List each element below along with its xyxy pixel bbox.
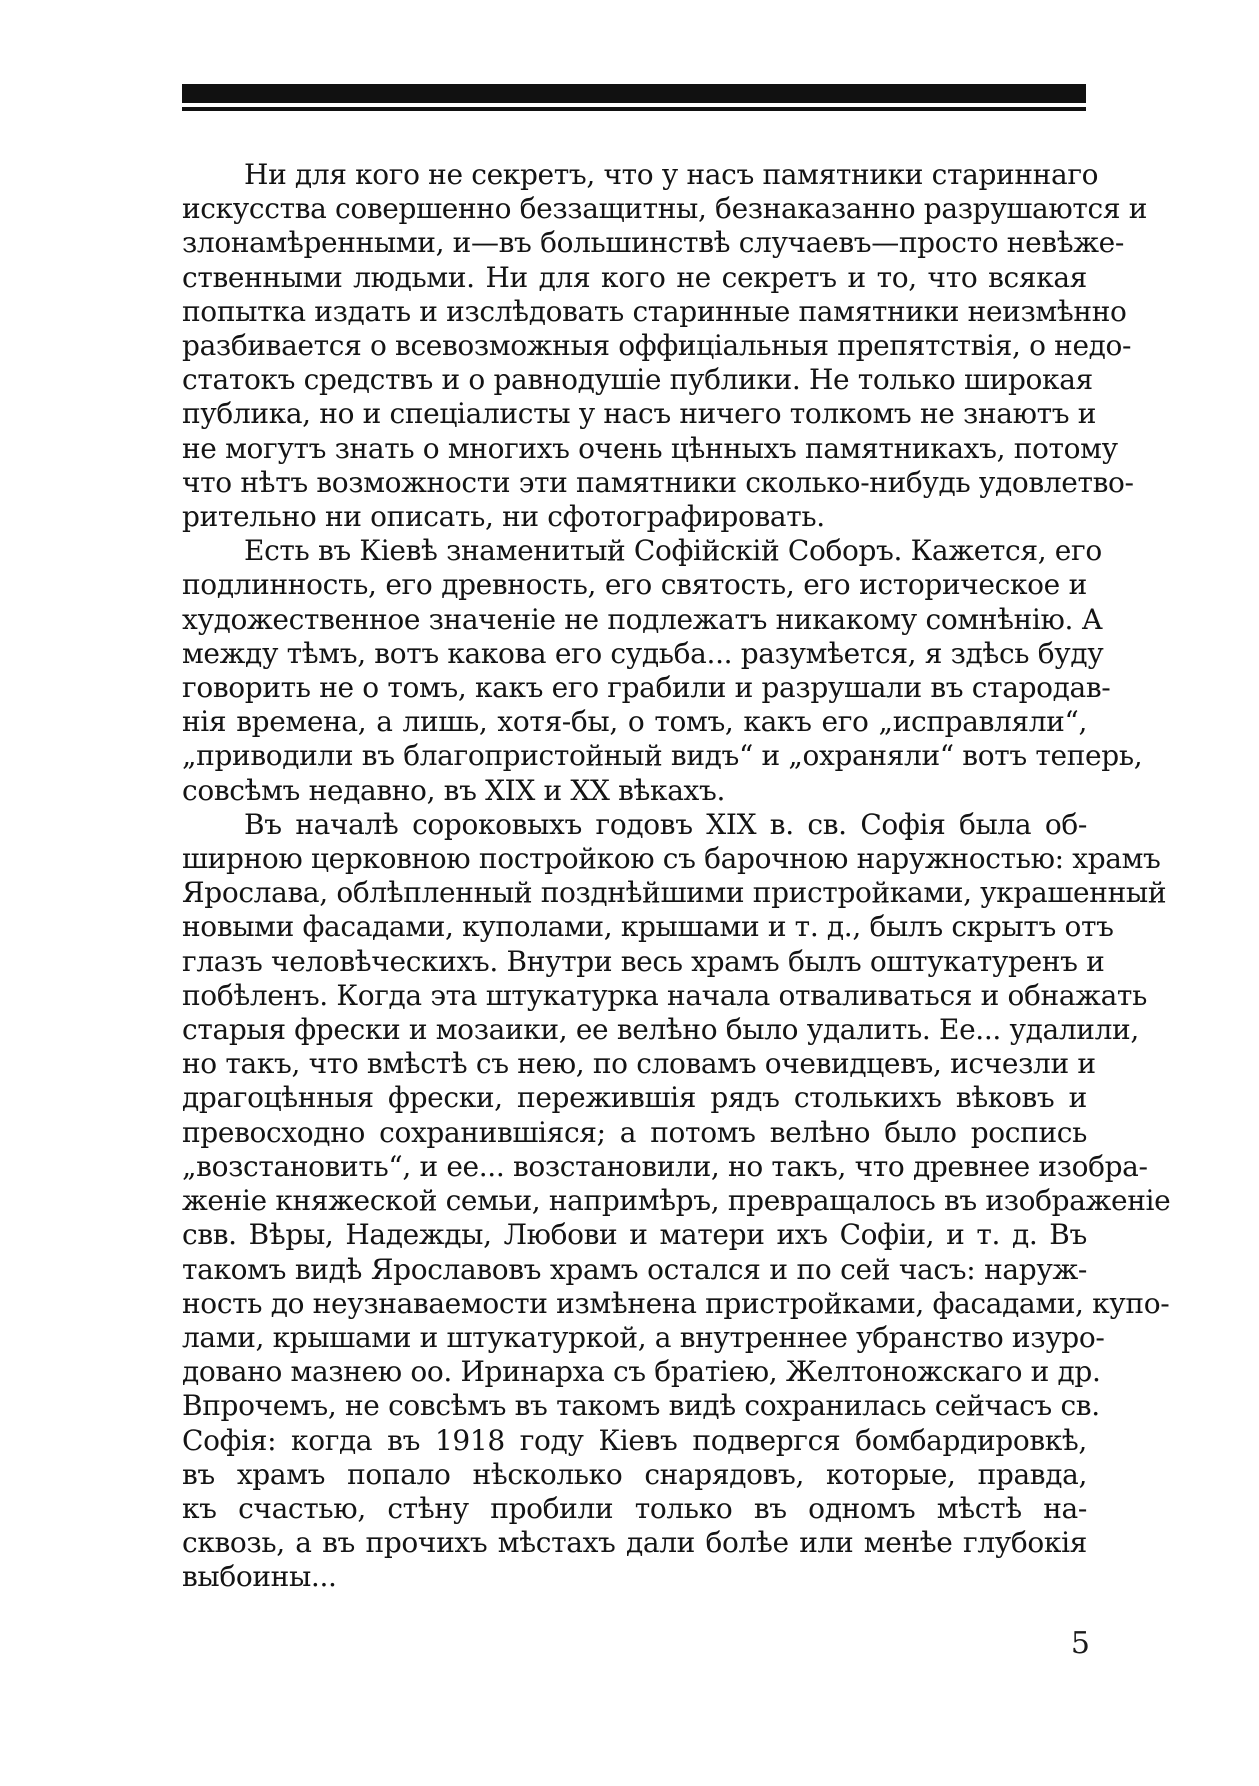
text-line: сквозь, а въ прочихъ мѣстахъ дали болѣе или менѣе глубокія: [182, 1526, 1087, 1560]
text-line: женіе княжеской семьи, напримѣръ, превращалось въ изображеніе: [182, 1184, 1171, 1218]
text-line: старыя фрески и мозаики, ее велѣно было удалить. Ее... удалили,: [182, 1013, 1139, 1047]
text-line: искусства совершенно беззащитны, безнаказанно разрушаются и: [182, 192, 1148, 226]
text-line: выбоины...: [182, 1560, 337, 1594]
text-line: ственными людьми. Ни для кого не секретъ и то, что всякая: [182, 260, 1087, 294]
text-line: новыми фасадами, куполами, крышами и т. д., былъ скрытъ отъ: [182, 910, 1114, 944]
text-line: побѣленъ. Когда эта штукатурка начала отваливаться и обнажать: [182, 978, 1147, 1012]
text-line: такомъ видѣ Ярославовъ храмъ остался и по сей часъ: наруж-: [182, 1252, 1087, 1286]
text-line: Софія: когда въ 1918 году Кіевъ подвергся бомбардировкѣ,: [182, 1423, 1087, 1457]
text-line: между тѣмъ, вотъ какова его судьба... разумѣется, я здѣсь буду: [182, 636, 1104, 670]
text-line: превосходно сохранившіяся; а потомъ велѣно было роспись: [182, 1115, 1087, 1149]
text-line: публика, но и спеціалисты у насъ ничего толкомъ не знаютъ и: [182, 397, 1097, 431]
text-line: лами, крышами и штукатуркой, а внутреннее убранство изуро-: [182, 1320, 1105, 1354]
text-line: рительно ни описать, ни сфотографировать.: [182, 500, 825, 534]
text-line: подлинность, его древность, его святость, его историческое и: [182, 568, 1087, 602]
text-line: злонамѣренными, и—въ большинствѣ случаевъ—просто невѣже-: [182, 226, 1124, 260]
text-line: статокъ средствъ и о равнодушіе публики. Не только широкая: [182, 363, 1093, 397]
header-rule-thick: [182, 84, 1086, 103]
text-line: что нѣтъ возможности эти памятники сколько-нибудь удовлетво-: [182, 465, 1134, 499]
text-line: Въ началѣ сороковыхъ годовъ XIX в. св. Софія была об-: [244, 807, 1087, 841]
text-line: къ счастью, стѣну пробили только въ одномъ мѣстѣ на-: [182, 1491, 1087, 1525]
body-text: [182, 158, 1171, 1595]
text-line: глазъ человѣческихъ. Внутри весь храмъ былъ оштукатуренъ и: [182, 944, 1105, 978]
text-line: Ни для кого не секретъ, что у насъ памятники стариннаго: [244, 158, 1099, 191]
text-line: Впрочемъ, не совсѣмъ въ такомъ видѣ сохранилась сейчасъ св.: [182, 1389, 1100, 1423]
text-line: довано мазнею оо. Иринарха съ братіею, Желтоножскаго и др.: [182, 1355, 1101, 1389]
text-line: не могутъ знать о многихъ очень цѣнныхъ памятникахъ, потому: [182, 431, 1118, 465]
text-line: ширною церковною постройкою съ барочною наружностью: храмъ: [182, 842, 1161, 876]
text-line: нія времена, а лишь, хотя-бы, о томъ, какъ его „исправляли“,: [182, 705, 1087, 739]
text-line: совсѣмъ недавно, въ XIX и XX вѣкахъ.: [182, 773, 725, 807]
text-line: драгоцѣнныя фрески, пережившія рядъ столькихъ вѣковъ и: [182, 1081, 1087, 1115]
text-line: въ храмъ попало нѣсколько снарядовъ, которые, правда,: [182, 1457, 1087, 1491]
page-number: 5: [1070, 1626, 1090, 1661]
text-line: попытка издать и изслѣдовать старинные памятники неизмѣнно: [182, 294, 1127, 328]
paragraph-1: [182, 158, 1148, 534]
header-ornament-rule: [182, 84, 1086, 112]
text-line: „возстановить“, и ее... возстановили, но такъ, что древнее изобра-: [182, 1149, 1148, 1183]
text-line: разбивается о всевозможныя оффиціальныя препятствія, о недо-: [182, 329, 1132, 363]
text-line: художественное значеніе не подлежатъ никакому сомнѣнію. А: [182, 602, 1103, 636]
text-line: говорить не о томъ, какъ его грабили и разрушали въ стародав-: [182, 671, 1111, 705]
text-line: „приводили въ благопристойный видъ“ и „охраняли“ вотъ теперь,: [182, 739, 1143, 773]
text-line: свв. Вѣры, Надежды, Любови и матери ихъ Софіи, и т. д. Въ: [182, 1218, 1087, 1252]
header-rule-thin: [182, 107, 1086, 111]
text-line: но такъ, что вмѣстѣ съ нею, по словамъ очевидцевъ, исчезли и: [182, 1047, 1096, 1081]
text-line: ность до неузнаваемости измѣнена пристройками, фасадами, купо-: [182, 1286, 1170, 1320]
paragraph-3: [182, 807, 1171, 1595]
text-line: Ярослава, облѣпленный позднѣйшими пристройками, украшенный: [182, 876, 1167, 910]
text-line: Есть въ Кіевѣ знаменитый Софійскій Соборъ. Кажется, его: [244, 534, 1102, 568]
paragraph-2: [182, 534, 1143, 808]
